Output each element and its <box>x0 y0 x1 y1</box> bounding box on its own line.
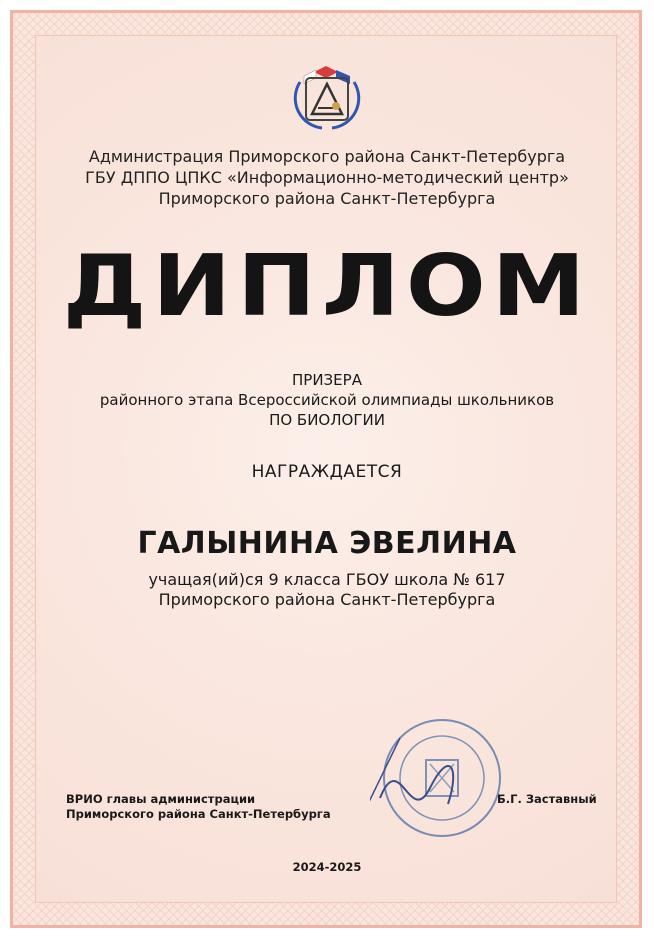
student-line: Приморского района Санкт-Петербурга <box>158 590 496 609</box>
student-line: учащая(ий)ся 9 класса ГБОУ школа № 617 <box>148 570 506 589</box>
signatory-position-line: ВРИО главы администрации <box>66 792 256 806</box>
olympiad-logo-icon <box>292 64 362 134</box>
signatory-position-line: Приморского района Санкт-Петербурга <box>66 807 331 821</box>
award-line: районного этапа Всероссийской олимпиады школьников <box>99 391 555 409</box>
signatory-position <box>66 792 331 822</box>
organization-line: Администрация Приморского района Санкт-Петербурга <box>88 147 566 166</box>
award-line: ПО БИОЛОГИИ <box>269 411 385 429</box>
academic-year: 2024-2025 <box>292 860 362 874</box>
student-info <box>0 570 654 610</box>
award-line: ПРИЗЕРА <box>292 371 362 389</box>
organization-line: ГБУ ДППО ЦПКС «Информационно-методический центр» <box>85 168 569 187</box>
signatory-name: Б.Г. Заставный <box>497 792 597 806</box>
recipient-name: ГАЛЫНИНА ЭВЕЛИНА <box>137 526 517 561</box>
organization-line: Приморского района Санкт-Петербурга <box>158 189 496 208</box>
award-block <box>0 370 654 430</box>
awarded-label: НАГРАЖДАЕТСЯ <box>251 462 403 482</box>
official-seal-icon <box>370 708 510 848</box>
organization-block <box>0 146 654 209</box>
diploma-title: ДИПЛОМ <box>62 237 592 336</box>
